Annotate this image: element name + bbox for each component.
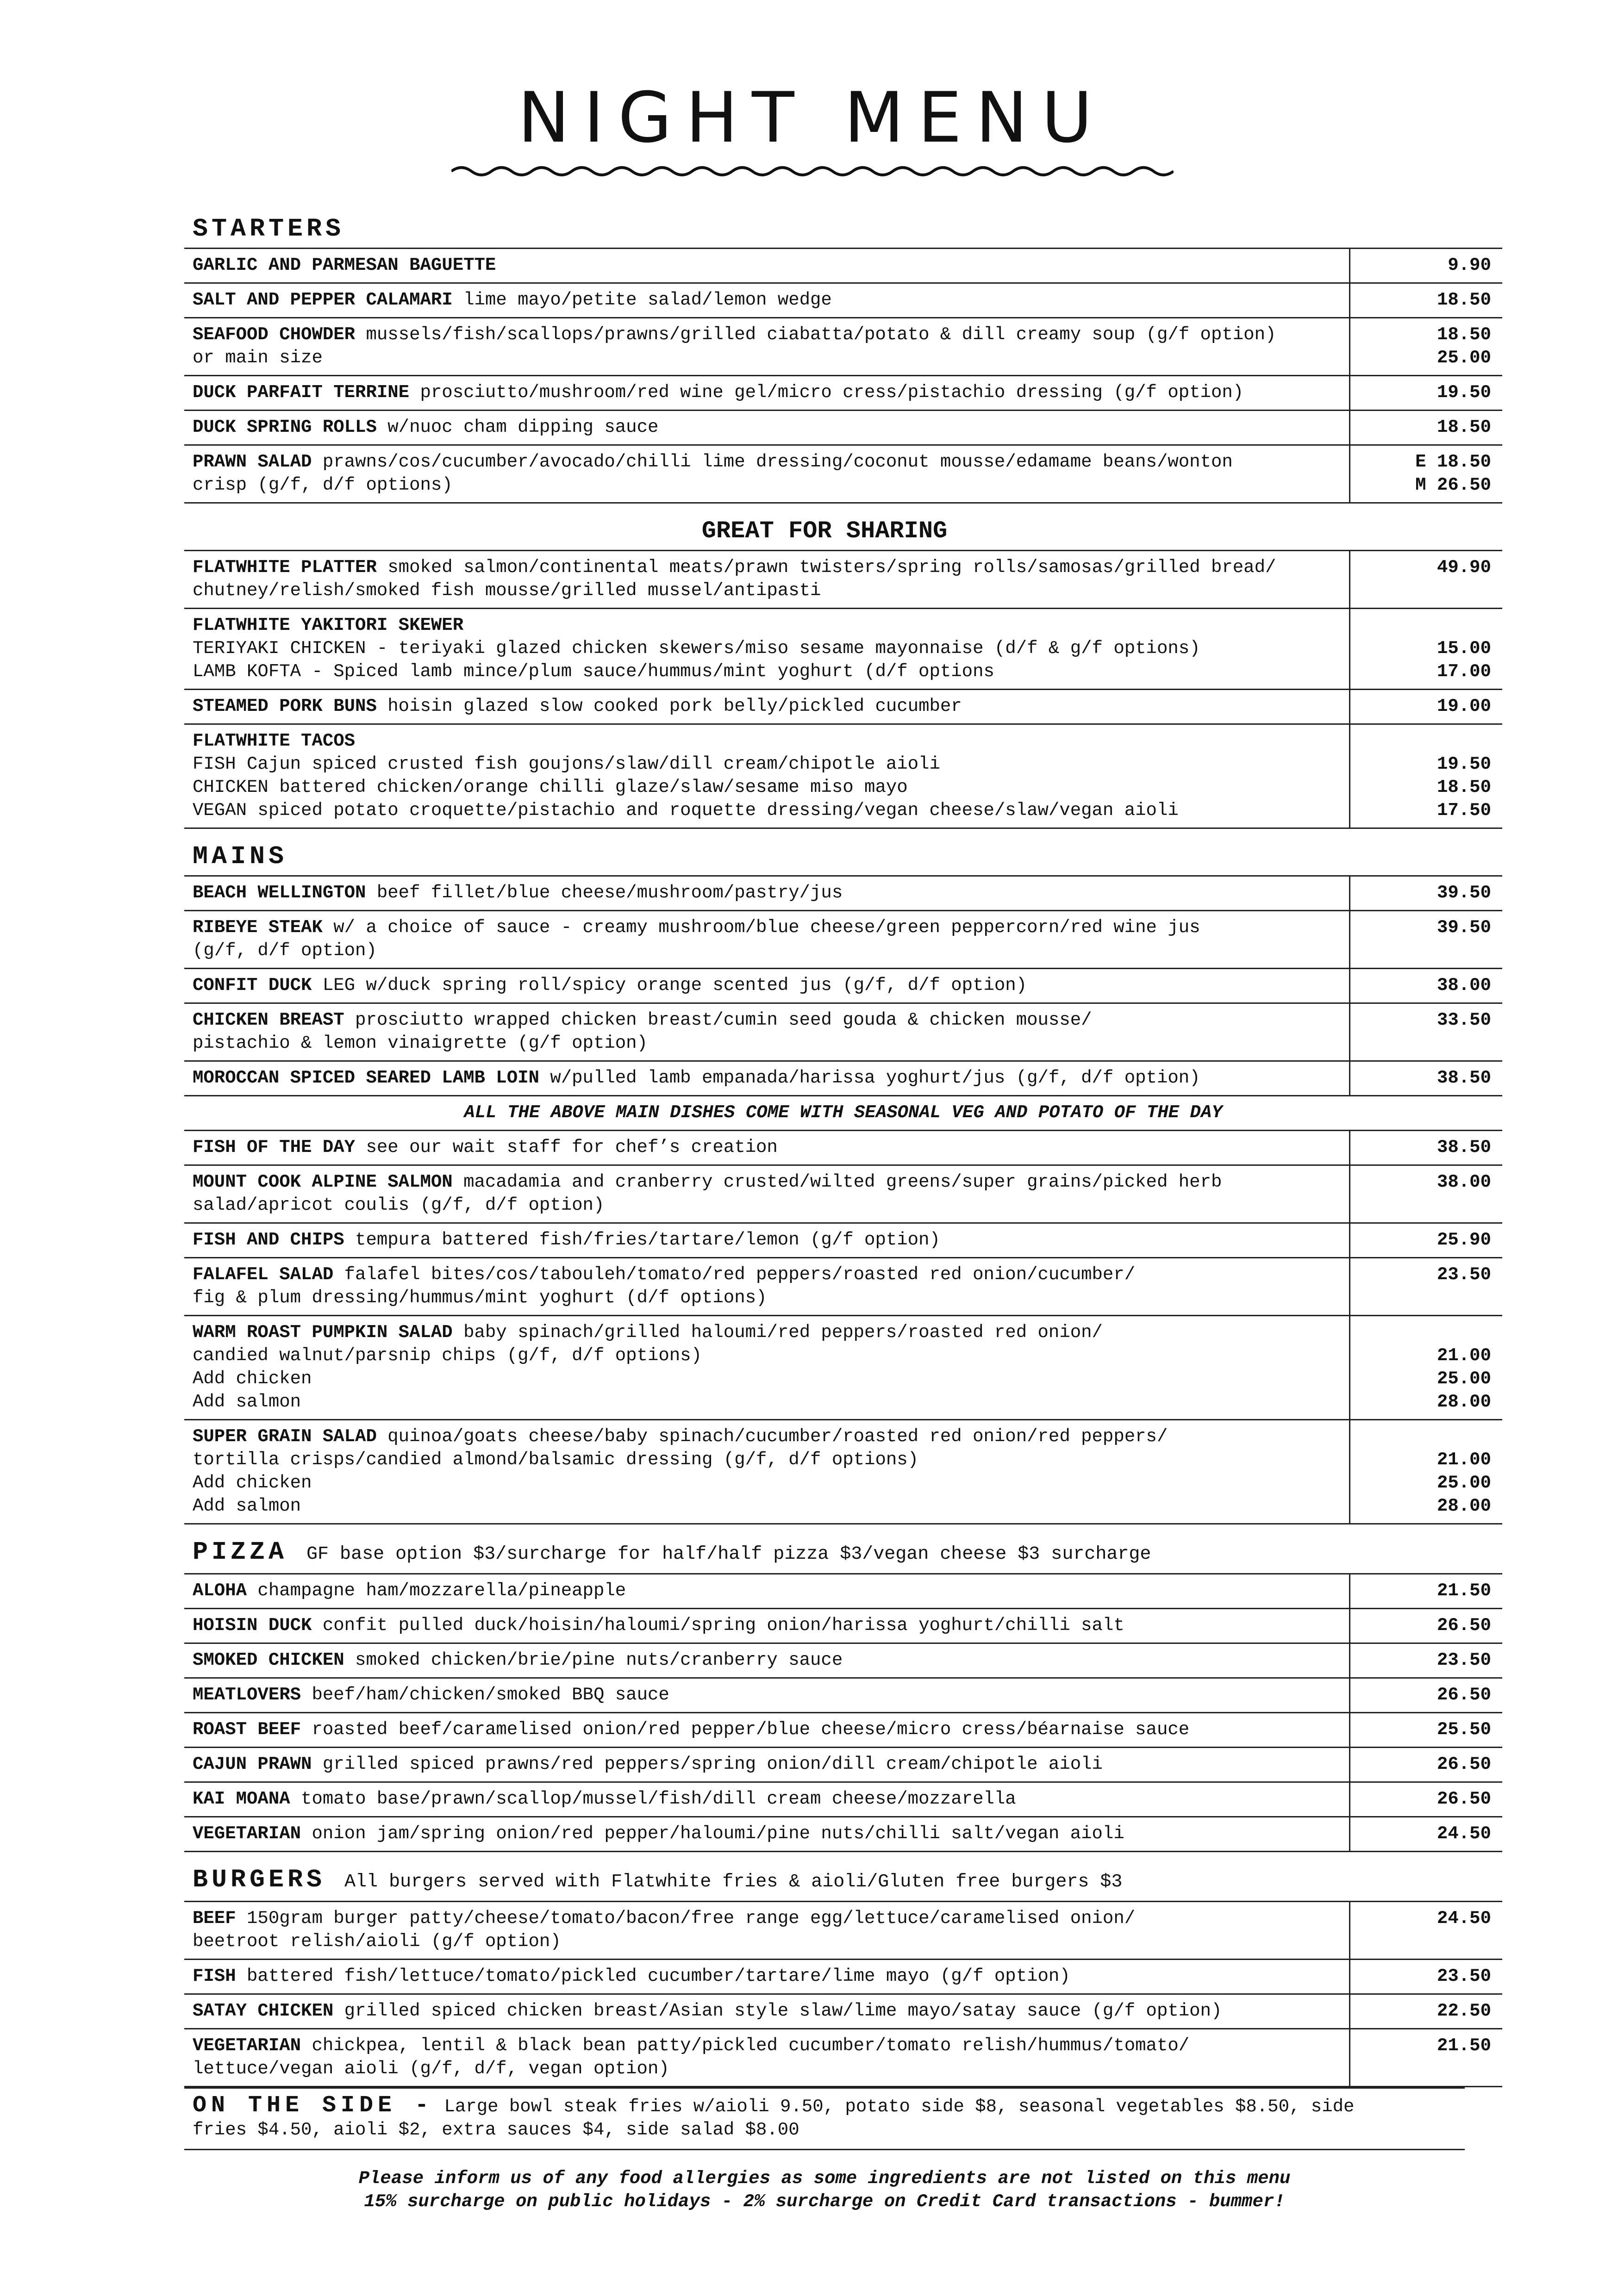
sharing-table (184, 550, 1502, 829)
item-name: KAI MOANA (193, 1789, 290, 1809)
menu-row (184, 1817, 1502, 1852)
item-details: LEG w/duck spring roll/spicy orange scented jus (g/f, d/f option) (312, 975, 1027, 996)
item-description-cell (184, 911, 1350, 969)
item-price: 25.90 (1350, 1223, 1503, 1258)
item-price: 24.50 (1350, 1902, 1503, 1960)
menu-row (184, 1574, 1502, 1609)
allergy-note: Please inform us of any food allergies as some ingredients are not listed on this menu (358, 2168, 1291, 2189)
menu-row (184, 411, 1502, 445)
menu-row (184, 1316, 1502, 1420)
menu-row (184, 690, 1502, 724)
item-price: 21.00 25.00 28.00 (1350, 1316, 1503, 1420)
item-description-cell (184, 1782, 1350, 1817)
menu-row (184, 609, 1502, 690)
item-description-cell (184, 1420, 1350, 1524)
item-name: FISH OF THE DAY (193, 1137, 356, 1157)
menu-row (184, 318, 1502, 376)
item-details: macadamia and cranberry crusted/wilted greens/super grains/picked herb salad/apricot coulis (g/f, d/f option) (193, 1172, 1222, 1215)
item-description-cell (184, 1574, 1350, 1609)
item-name: FISH (193, 1966, 236, 1986)
section-burgers-heading (184, 1861, 1465, 1901)
item-description-cell (184, 1316, 1350, 1420)
menu-row (184, 1748, 1502, 1782)
item-price: 21.50 (1350, 1574, 1503, 1609)
item-description-cell (184, 1131, 1350, 1165)
item-details: grilled spiced chicken breast/Asian style slaw/lime mayo/satay sauce (g/f option) (333, 2001, 1222, 2021)
item-name: STEAMED PORK BUNS (193, 696, 377, 716)
item-description-cell (184, 1994, 1350, 2029)
item-description-cell (184, 445, 1350, 503)
item-details: mussels/fish/scallops/prawns/grilled ciabatta/potato & dill creamy soup (g/f option) or main size (193, 324, 1276, 368)
menu-row (184, 911, 1502, 969)
item-name: SMOKED CHICKEN (193, 1650, 344, 1670)
item-description-cell (184, 1223, 1350, 1258)
item-price: 33.50 (1350, 1003, 1503, 1061)
pizza-heading-label: PIZZA (193, 1537, 288, 1567)
item-details: tomato base/prawn/scallop/mussel/fish/dill cream cheese/mozzarella (290, 1789, 1016, 1809)
menu-title: NIGHT MENU (518, 78, 1106, 158)
menu-content (184, 211, 1491, 2213)
item-details: confit pulled duck/hoisin/haloumi/spring onion/harissa yoghurt/chilli salt (312, 1615, 1124, 1636)
item-details: onion jam/spring onion/red pepper/haloumi/pine nuts/chilli salt/vegan aioli (301, 1823, 1124, 1844)
item-details: beef fillet/blue cheese/mushroom/pastry/jus (366, 883, 843, 903)
item-price: 26.50 (1350, 1748, 1503, 1782)
item-details: lime mayo/petite salad/lemon wedge (452, 290, 832, 310)
item-price: 26.50 (1350, 1782, 1503, 1817)
item-price: 23.50 (1350, 1960, 1503, 1994)
item-name: SALT AND PEPPER CALAMARI (193, 290, 453, 310)
menu-row (184, 1713, 1502, 1748)
menu-row (184, 551, 1502, 609)
item-details: falafel bites/cos/tabouleh/tomato/red peppers/roasted red onion/cucumber/ fig & plum dressing/hummus/mint yoghurt (d/f options) (193, 1264, 1136, 1308)
item-name: CONFIT DUCK (193, 975, 312, 996)
item-details: chickpea, lentil & black bean patty/pickled cucumber/tomato relish/hummus/tomato/ lettuce/vegan aioli (g/f, d/f, vegan option) (193, 2035, 1190, 2079)
item-description-cell (184, 609, 1350, 690)
footer-notes (184, 2167, 1465, 2213)
menu-row (184, 1131, 1502, 1165)
mains-note-row (184, 1096, 1502, 1131)
item-description-cell (184, 1165, 1350, 1223)
item-details: prosciutto/mushroom/red wine gel/micro cress/pistachio dressing (g/f option) (409, 382, 1244, 403)
menu-row (184, 2029, 1502, 2087)
item-description-cell (184, 411, 1350, 445)
item-name: MOUNT COOK ALPINE SALMON (193, 1172, 453, 1192)
item-name: BEEF (193, 1908, 236, 1929)
item-price: 26.50 (1350, 1609, 1503, 1643)
item-price: 23.50 (1350, 1643, 1503, 1678)
item-price: 39.50 (1350, 911, 1503, 969)
item-name: FALAFEL SALAD (193, 1264, 334, 1285)
item-description-cell (184, 690, 1350, 724)
item-details: w/ a choice of sauce - creamy mushroom/blue cheese/green peppercorn/red wine jus (g/f, d/f option) (193, 917, 1200, 961)
item-description-cell (184, 551, 1350, 609)
item-price: 9.90 (1350, 249, 1503, 283)
menu-row (184, 1782, 1502, 1817)
item-name: VEGETARIAN (193, 1823, 301, 1844)
item-description-cell (184, 1902, 1350, 1960)
item-name: SEAFOOD CHOWDER (193, 324, 356, 345)
item-price: 38.50 (1350, 1061, 1503, 1096)
item-price: 18.50 25.00 (1350, 318, 1503, 376)
menu-row (184, 1061, 1502, 1096)
item-details: hoisin glazed slow cooked pork belly/pickled cucumber (376, 696, 962, 716)
item-description-cell (184, 1643, 1350, 1678)
menu-row (184, 1960, 1502, 1994)
item-price: 38.00 (1350, 969, 1503, 1003)
starters-table (184, 248, 1502, 504)
section-sharing-heading: GREAT FOR SHARING (701, 517, 948, 545)
item-details: w/pulled lamb empanada/harissa yoghurt/jus (g/f, d/f option) (539, 1068, 1200, 1088)
side-text: Large bowl steak fries w/aioli 9.50, potato side $8, seasonal vegetables $8.50, side fries $4.50, aioli $2, extra sauces $4, side salad $8.00 (193, 2097, 1355, 2140)
surcharge-note (184, 2190, 1465, 2213)
menu-row (184, 249, 1502, 283)
item-price: E 18.50 M 26.50 (1350, 445, 1503, 503)
item-description-cell (184, 376, 1350, 411)
item-description-cell (184, 969, 1350, 1003)
burgers-subtitle: All burgers served with Flatwhite fries & aioli/Gluten free burgers $3 (344, 1872, 1123, 1892)
item-details: grilled spiced prawns/red peppers/spring onion/dill cream/chipotle aioli (312, 1754, 1103, 1774)
item-details: smoked chicken/brie/pine nuts/cranberry sauce (344, 1650, 843, 1670)
side-label: ON THE SIDE - (193, 2092, 434, 2119)
menu-row (184, 969, 1502, 1003)
item-details: 150gram burger patty/cheese/tomato/bacon/free range egg/lettuce/caramelised onion/ beetroot relish/aioli (g/f option) (193, 1908, 1136, 1952)
pizza-subtitle: GF base option $3/surcharge for half/half pizza $3/vegan cheese $3 surcharge (306, 1544, 1151, 1565)
item-description-cell (184, 1817, 1350, 1852)
menu-row (184, 283, 1502, 318)
item-name: FLATWHITE TACOS (193, 731, 356, 751)
item-name: FISH AND CHIPS (193, 1230, 344, 1250)
item-name: DUCK SPRING ROLLS (193, 417, 377, 437)
item-name: MEATLOVERS (193, 1685, 301, 1705)
item-details: see our wait staff for chef’s creation (355, 1137, 778, 1157)
item-details: w/nuoc cham dipping sauce (376, 417, 659, 437)
item-name: MOROCCAN SPICED SEARED LAMB LOIN (193, 1068, 539, 1088)
item-name: GARLIC AND PARMESAN BAGUETTE (193, 255, 496, 275)
item-price: 25.50 (1350, 1713, 1503, 1748)
pizza-table (184, 1573, 1502, 1852)
item-details: quinoa/goats cheese/baby spinach/cucumber/roasted red onion/red peppers/ tortilla crisps/candied almond/balsamic dressing (g/f, d/f options) Add chicken Add salmon (193, 1426, 1168, 1516)
item-price: 21.00 25.00 28.00 (1350, 1420, 1503, 1524)
item-description-cell (184, 1678, 1350, 1713)
section-pizza-heading (184, 1534, 1465, 1573)
menu-row (184, 1258, 1502, 1316)
item-description-cell (184, 283, 1350, 318)
menu-row (184, 1678, 1502, 1713)
item-details: FISH Cajun spiced crusted fish goujons/slaw/dill cream/chipotle aioli CHICKEN battered chicken/orange chilli glaze/slaw/sesame miso mayo VEGAN spiced potato croquette/pistachio and roquette dressing/vegan cheese/slaw/vegan aioli (193, 754, 1179, 821)
item-name: ROAST BEEF (193, 1719, 301, 1740)
item-description-cell (184, 1003, 1350, 1061)
item-price: 18.50 (1350, 283, 1503, 318)
item-price: 15.00 17.00 (1350, 609, 1503, 690)
section-starters-heading: STARTERS (193, 214, 345, 243)
menu-row (184, 1994, 1502, 2029)
wave-divider (451, 157, 1174, 185)
item-price: 22.50 (1350, 1994, 1503, 2029)
item-name: FLATWHITE PLATTER (193, 557, 377, 578)
menu-row (184, 724, 1502, 828)
item-name: SUPER GRAIN SALAD (193, 1426, 377, 1447)
mains-table (184, 875, 1502, 1524)
item-details: smoked salmon/continental meats/prawn twisters/spring rolls/samosas/grilled bread/ chutney/relish/smoked fish mousse/grilled mussel/antipasti (193, 557, 1276, 601)
item-details: battered fish/lettuce/tomato/pickled cucumber/tartare/lime mayo (g/f option) (236, 1966, 1070, 1986)
item-name: SATAY CHICKEN (193, 2001, 334, 2021)
item-price: 49.90 (1350, 551, 1503, 609)
item-price: 19.50 (1350, 376, 1503, 411)
item-price: 26.50 (1350, 1678, 1503, 1713)
item-description-cell (184, 1061, 1350, 1096)
item-price: 21.50 (1350, 2029, 1503, 2087)
item-price: 23.50 (1350, 1258, 1503, 1316)
item-name: CAJUN PRAWN (193, 1754, 312, 1774)
menu-row (184, 445, 1502, 503)
burgers-table (184, 1901, 1502, 2087)
item-name: BEACH WELLINGTON (193, 883, 366, 903)
item-description-cell (184, 1258, 1350, 1316)
bummer-text: bummer! (1209, 2191, 1285, 2212)
item-name: VEGETARIAN (193, 2035, 301, 2056)
menu-row (184, 1902, 1502, 1960)
section-mains-heading: MAINS (193, 842, 288, 871)
item-details: champagne ham/mozzarella/pineapple (247, 1580, 626, 1601)
menu-row (184, 1003, 1502, 1061)
surcharge-text: 15% surcharge on public holidays - 2% surcharge on Credit Card transactions - (364, 2191, 1209, 2212)
item-details: baby spinach/grilled haloumi/red peppers/roasted red onion/ candied walnut/parsnip chips (g/f, d/f options) Add chicken Add salmon (193, 1322, 1103, 1412)
item-name: CHICKEN BREAST (193, 1010, 344, 1030)
item-price: 38.50 (1350, 1131, 1503, 1165)
item-details: TERIYAKI CHICKEN - teriyaki glazed chicken skewers/miso sesame mayonnaise (d/f & g/f options) LAMB KOFTA - Spiced lamb mince/plum sauce/hummus/mint yoghurt (d/f options (193, 638, 1200, 682)
item-price: 18.50 (1350, 411, 1503, 445)
item-description-cell (184, 1609, 1350, 1643)
on-the-side (184, 2087, 1465, 2150)
item-price: 19.50 18.50 17.50 (1350, 724, 1503, 828)
item-price: 38.00 (1350, 1165, 1503, 1223)
item-price: 39.50 (1350, 876, 1503, 911)
item-description-cell (184, 1748, 1350, 1782)
item-name: FLATWHITE YAKITORI SKEWER (193, 615, 464, 635)
menu-row (184, 1643, 1502, 1678)
item-details: prawns/cos/cucumber/avocado/chilli lime dressing/coconut mousse/edamame beans/wonton crisp (g/f, d/f options) (193, 452, 1233, 495)
item-name: RIBEYE STEAK (193, 917, 323, 938)
item-name: PRAWN SALAD (193, 452, 312, 472)
menu-row (184, 376, 1502, 411)
item-name: ALOHA (193, 1580, 247, 1601)
item-description-cell (184, 1713, 1350, 1748)
item-price: 24.50 (1350, 1817, 1503, 1852)
burgers-heading-label: BURGERS (193, 1865, 326, 1894)
item-description-cell (184, 249, 1350, 283)
item-name: HOISIN DUCK (193, 1615, 312, 1636)
menu-row (184, 1609, 1502, 1643)
mains-note: ALL THE ABOVE MAIN DISHES COME WITH SEASONAL VEG AND POTATO OF THE DAY (184, 1096, 1502, 1131)
menu-row (184, 876, 1502, 911)
item-details: tempura battered fish/fries/tartare/lemon (g/f option) (344, 1230, 940, 1250)
menu-row (184, 1420, 1502, 1524)
item-description-cell (184, 318, 1350, 376)
menu-row (184, 1223, 1502, 1258)
item-description-cell (184, 724, 1350, 828)
item-details: beef/ham/chicken/smoked BBQ sauce (301, 1685, 669, 1705)
item-details: roasted beef/caramelised onion/red pepper/blue cheese/micro cress/béarnaise sauce (301, 1719, 1190, 1740)
item-description-cell (184, 876, 1350, 911)
item-details: prosciutto wrapped chicken breast/cumin seed gouda & chicken mousse/ pistachio & lemon vinaigrette (g/f option) (193, 1010, 1092, 1053)
menu-row (184, 1165, 1502, 1223)
item-description-cell (184, 2029, 1350, 2087)
item-name: DUCK PARFAIT TERRINE (193, 382, 410, 403)
item-description-cell (184, 1960, 1350, 1994)
item-name: WARM ROAST PUMPKIN SALAD (193, 1322, 453, 1343)
item-price: 19.00 (1350, 690, 1503, 724)
